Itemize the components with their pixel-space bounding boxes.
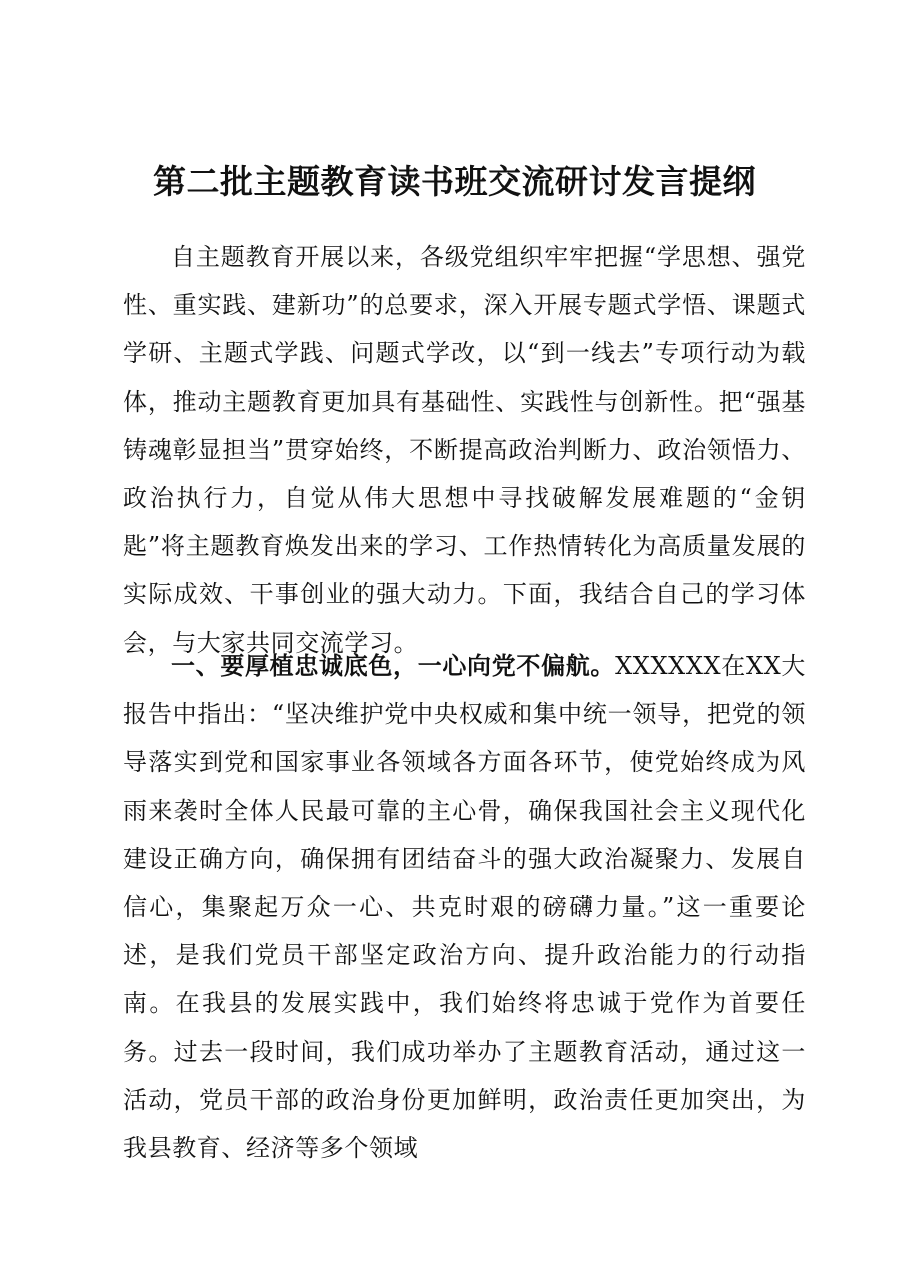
- document-title: 第二批主题教育读书班交流研讨发言提纲: [153, 162, 756, 201]
- intro-paragraph: 自主题教育开展以来，各级党组织牢牢把握“学思想、强党性、重实践、建新功”的总要求，深入开展专题式学悟、课题式学研、主题式学践、问题式学改，以“到一线去”专项行动为载体，推动主题教育更加具有基础性、实践性与创新性。把“强基铸魂彰显担当”贯穿始终，不断提高政治判断力、政治领悟力、政治执行力，自觉从伟大思想中寻找破解发展难题的“金钥匙”将主题教育焕发出来的学习、工作热情转化为高质量发展的实际成效、干事创业的强大动力。下面，我结合自己的学习体会，与大家共同交流学习。: [123, 243, 806, 657]
- section-one-text: XXXXXX在XX大报告中指出：“坚决维护党中央权威和集中统一领导，把党的领导落实到党和国家事业各领域各方面各环节，使党始终成为风雨来袭时全体人民最可靠的主心骨，确保我国社会主义现代化建设正确方向，确保拥有团结奋斗的强大政治凝聚力、发展自信心，集聚起万众一心、共克时艰的磅礴力量。”这一重要论述，是我们党员干部坚定政治方向、提升政治能力的行动指南。在我县的发展实践中，我们始终将忠诚于党作为首要任务。过去一段时间，我们成功举办了主题教育活动，通过这一活动，党员干部的政治身份更加鲜明，政治责任更加突出，为我县教育、经济等多个领域: [123, 652, 806, 1163]
- section-one-heading: 一、要厚植忠诚底色，一心向党不偏航。: [171, 652, 616, 680]
- section-one-paragraph: [123, 642, 806, 1172]
